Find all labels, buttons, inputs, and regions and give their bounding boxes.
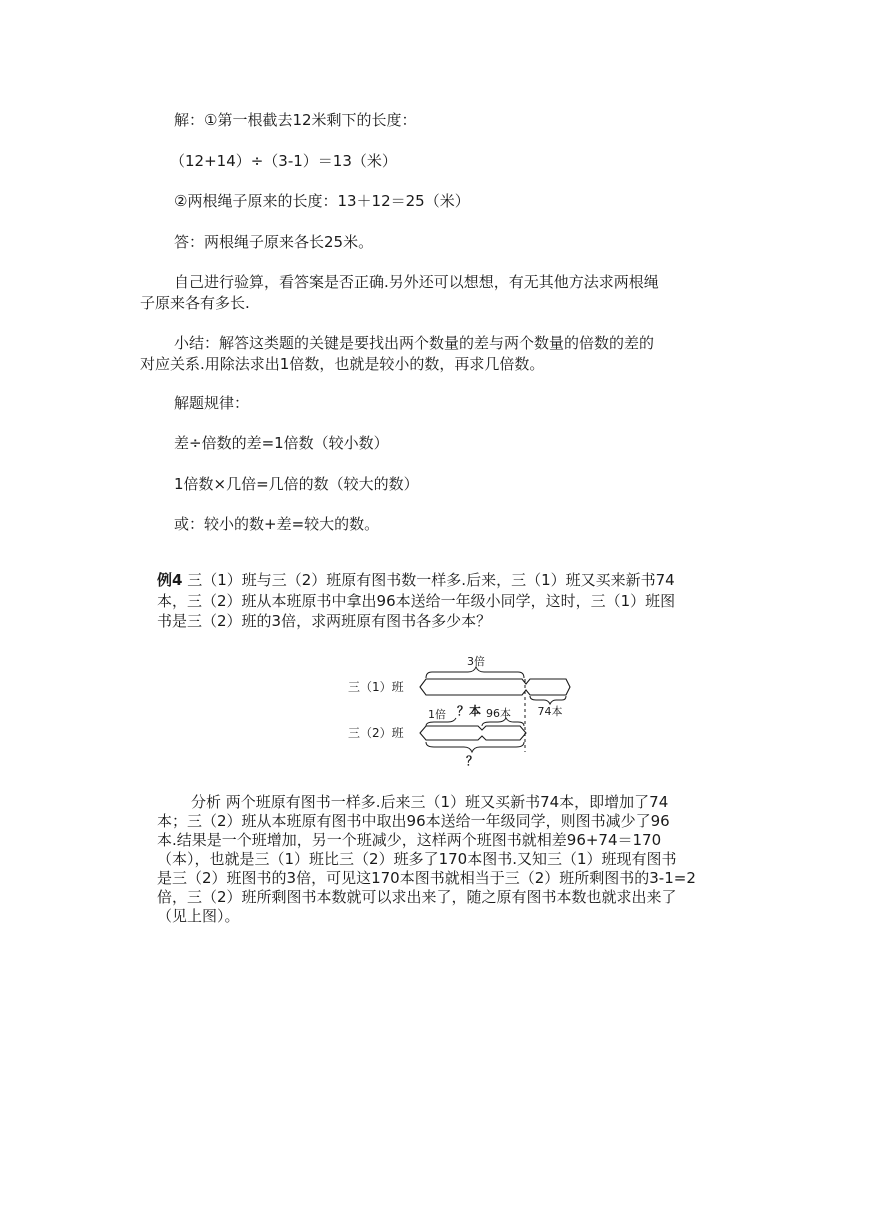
label-question: ？	[465, 754, 479, 768]
label-96: 96本	[486, 707, 511, 720]
verify-line-2: 子原来各有多长.	[140, 293, 250, 312]
class1-bar	[420, 679, 570, 695]
analysis-line-4: （本），也就是三（1）班比三（2）班多了170本图书.又知三（1）班现有图书	[157, 850, 677, 868]
label-3x: 3倍	[467, 655, 485, 668]
class2-label: 三（2）班	[348, 726, 404, 740]
example4-line-1	[157, 570, 675, 591]
analysis-line-3: 本.结果是一个班增加，另一个班减少，这样两个班图书就相差96+74＝170	[157, 831, 662, 849]
rule-3: 或：较小的数+差=较大的数。	[174, 515, 380, 533]
example4-line-3: 书是三（2）班的3倍，求两班原有图书各多少本？	[157, 612, 492, 630]
solution-step1-title: 解：①第一根截去12米剩下的长度：	[174, 111, 417, 129]
solution-step2: ②两根绳子原来的长度：13＋12＝25（米）	[174, 192, 470, 210]
solution-answer: 答：两根绳子原来各长25米。	[174, 233, 374, 251]
rules-title: 解题规律：	[174, 394, 250, 412]
analysis-line-6: 倍，三（2）班所剩图书本数就可以求出来了，随之原有图书本数也就求出来了	[157, 888, 677, 906]
summary-line-1: 小结：解答这类题的关键是要找出两个数量的差与两个数量的倍数的差的	[174, 334, 655, 352]
brace-total-bottom	[426, 742, 524, 752]
verify-paragraph	[140, 272, 659, 313]
analysis-line-5: 是三（2）班图书的3倍，可见这170本图书就相当于三（2）班所剩图书的3-1=2	[157, 869, 696, 887]
line-segment-diagram	[340, 655, 600, 770]
class2-bar	[420, 726, 526, 740]
example4-paragraph	[157, 570, 675, 632]
analysis-line-7: （见上图）。	[157, 907, 240, 925]
example4-label: 例4	[157, 571, 183, 589]
rule-1: 差÷倍数的差=1倍数（较小数）	[174, 434, 389, 452]
solution-step1-formula: （12+14）÷（3-1）＝13（米）	[170, 152, 397, 170]
example4-line-2: 本，三（2）班从本班原书中拿出96本送给一年级小同学，这时，三（1）班图	[157, 591, 676, 610]
brace-3x	[426, 667, 524, 678]
example4-text-1: 三（1）班与三（2）班原有图书数一样多.后来，三（1）班又买来新书74	[187, 571, 675, 589]
brace-74	[530, 696, 566, 704]
label-question-ben: ？本	[457, 704, 482, 718]
analysis-line-1: 分析 两个班原有图书一样多.后来三（1）班又买新书74本，即增加了74	[191, 793, 669, 811]
analysis-paragraph	[157, 793, 696, 926]
summary-paragraph	[140, 333, 654, 374]
class1-label: 三（1）班	[348, 680, 404, 694]
analysis-line-2: 本；三（2）班从本班原有图书中取出96本送给一年级同学，则图书减少了96	[157, 812, 670, 830]
label-74: 74本	[537, 705, 563, 718]
label-1x: 1倍	[428, 708, 446, 721]
summary-line-2: 对应关系.用除法求出1倍数，也就是较小的数，再求几倍数。	[140, 354, 545, 373]
verify-line-1: 自己进行验算，看答案是否正确.另外还可以想想，有无其他方法求两根绳	[174, 273, 659, 291]
rule-2: 1倍数×几倍=几倍的数（较大的数）	[174, 475, 419, 493]
